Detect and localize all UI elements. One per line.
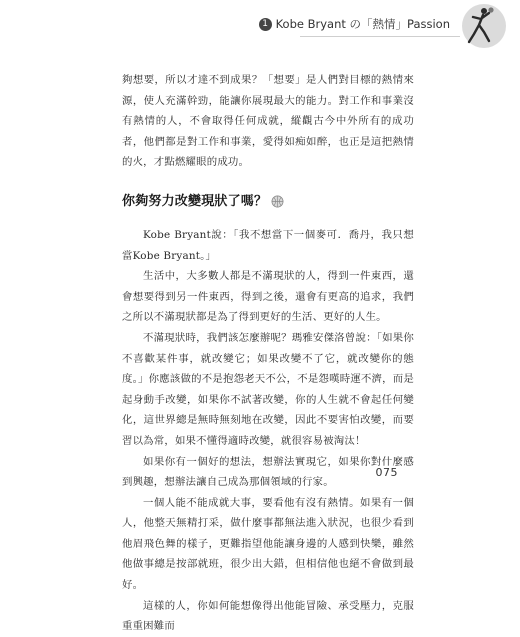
paragraph: 如果你有一個好的想法，想辦法實現它，如果你對什麼感到興趣，想辦法讓自己成為那個領域的行家。	[122, 455, 414, 489]
paragraph-continued: 夠想要，所以才達不到成果？「想要」是人們對目標的熱情來源，使人充滿幹勁，能讓你展現最大的能力。對工作和事業沒有熱情的人，不會取得任何成就，縱觀古今中外所有的成功者，他們都是對工作和事業，愛得如痴如醉，也正是這把熱情的火，才點燃耀眼的成功。	[122, 74, 414, 169]
paragraph: 一個人能不能成就大事，要看他有沒有熱情。如果有一個人，他整天無精打采，做什麼事都無法進入狀況，也很少看到他眉飛色舞的樣子，更難指望他能讓身邊的人感到快樂，雖然他做事總是按部就班，很少出大錯，但相信他也絕不會做到最好。	[122, 496, 414, 592]
header-divider	[300, 36, 460, 37]
chapter-title-row	[259, 16, 450, 32]
paragraph-quote: Kobe Bryant說：「我不想當下一個麥可．喬丹，我只想當Kobe Bryant。」	[122, 228, 414, 262]
paragraph: 生活中，大多數人都是不滿現狀的人，得到一件東西，還會想要得到另一件東西，得到之後，還會有更高的追求，我們之所以不滿現狀都是為了得到更好的生活、更好的人生。	[122, 270, 414, 324]
page-number: 075	[375, 466, 398, 479]
paragraph: 這樣的人，你如何能想像得出他能冒險、承受壓力，克服重重困難而	[122, 599, 414, 633]
chapter-number-badge: 1	[259, 18, 272, 31]
basketball-player-silhouette-icon	[462, 6, 496, 46]
section-heading	[122, 193, 414, 211]
paragraph: 不滿現狀時，我們該怎麼辦呢？瑪雅安傑洛曾說：「如果你不喜歡某件事，就改變它；如果改變不了它，就改變你的態度。」你應該做的不是抱怨老天不公，不是怨嘆時運不濟，而是起身動手改變，如果你不試著改變，你的人生就不會起任何變化，這世界總是無時無刻地在改變，因此不要害怕改變，而要習以為常，如果不懂得適時改變，就很容易被淘汰！	[122, 331, 414, 447]
chapter-title: Kobe Bryant の「熱情」Passion	[275, 17, 450, 31]
basketball-icon	[271, 195, 284, 208]
section-heading-text: 你夠努力改變現狀了嗎？	[122, 193, 268, 209]
running-header	[262, 4, 506, 40]
page-body	[122, 70, 414, 637]
